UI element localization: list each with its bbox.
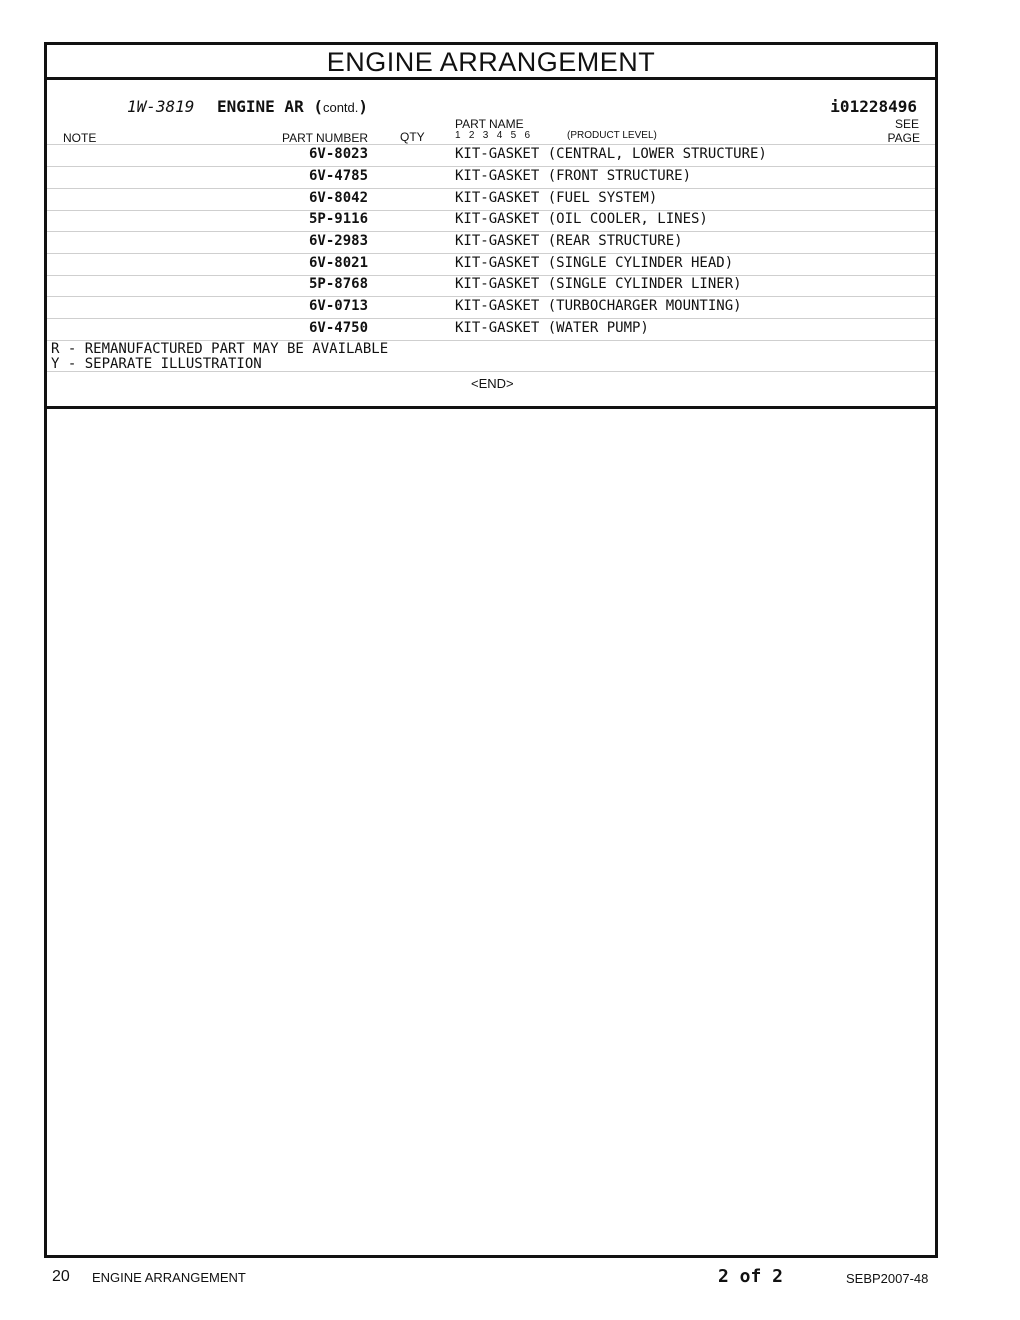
column-levels: 1 2 3 4 5 6: [455, 130, 531, 141]
part-number: 6V-2983: [309, 233, 369, 249]
group-name: [217, 97, 368, 116]
table-row: [47, 297, 935, 319]
section-end-rule: [47, 406, 935, 409]
column-part-name: PART NAME: [455, 117, 524, 131]
footer-page-of: 2 of 2: [718, 1266, 784, 1287]
part-number: 6V-8042: [309, 190, 369, 206]
header-rule: [47, 123, 935, 145]
group-contd: contd.: [322, 100, 359, 115]
table-row: [47, 189, 935, 211]
part-name: KIT-GASKET (TURBOCHARGER MOUNTING): [455, 298, 742, 314]
column-page: PAGE: [887, 131, 920, 145]
legend-remanufactured: R - REMANUFACTURED PART MAY BE AVAILABLE: [51, 341, 389, 357]
part-number: 6V-8023: [309, 146, 369, 162]
part-name: KIT-GASKET (OIL COOLER, LINES): [455, 211, 708, 227]
column-note: NOTE: [63, 131, 97, 145]
part-number: 6V-4750: [309, 320, 369, 336]
column-product-level: (PRODUCT LEVEL): [567, 130, 657, 141]
footer-section: ENGINE ARRANGEMENT: [92, 1270, 246, 1285]
legend-separate-illustration: Y - SEPARATE ILLUSTRATION: [51, 356, 262, 372]
parts-list-frame: [44, 42, 938, 1258]
part-name: KIT-GASKET (CENTRAL, LOWER STRUCTURE): [455, 146, 767, 162]
part-name: KIT-GASKET (SINGLE CYLINDER LINER): [455, 276, 742, 292]
table-row: [47, 319, 935, 341]
part-name: KIT-GASKET (REAR STRUCTURE): [455, 233, 683, 249]
part-name: KIT-GASKET (FRONT STRUCTURE): [455, 168, 692, 184]
column-see: SEE: [894, 117, 919, 131]
column-part-number: PART NUMBER: [282, 131, 369, 145]
table-row: [47, 210, 935, 232]
part-number: 6V-8021: [309, 255, 369, 271]
part-name: KIT-GASKET (SINGLE CYLINDER HEAD): [455, 255, 734, 271]
illustration-id: i01228496: [830, 97, 917, 116]
end-marker: <END>: [471, 376, 514, 391]
table-row: [47, 254, 935, 276]
group-part-number: 1W-3819: [127, 97, 195, 116]
group-name-close: ): [358, 97, 369, 116]
table-row: [47, 232, 935, 254]
table-row: [47, 145, 935, 167]
part-name: KIT-GASKET (WATER PUMP): [455, 320, 649, 336]
group-name-text: ENGINE AR (: [217, 97, 323, 116]
footer-page-number: 20: [52, 1268, 70, 1285]
part-number: 6V-4785: [309, 168, 369, 184]
column-qty: QTY: [400, 130, 425, 144]
footer-doc-id: SEBP2007-48: [846, 1271, 929, 1286]
legend-rule: [47, 350, 935, 372]
page-title: ENGINE ARRANGEMENT: [47, 45, 935, 80]
part-number: 5P-8768: [309, 276, 369, 292]
table-row: [47, 167, 935, 189]
table-row: [47, 275, 935, 297]
part-name: KIT-GASKET (FUEL SYSTEM): [455, 190, 658, 206]
part-number: 6V-0713: [309, 298, 369, 314]
part-number: 5P-9116: [309, 211, 369, 227]
